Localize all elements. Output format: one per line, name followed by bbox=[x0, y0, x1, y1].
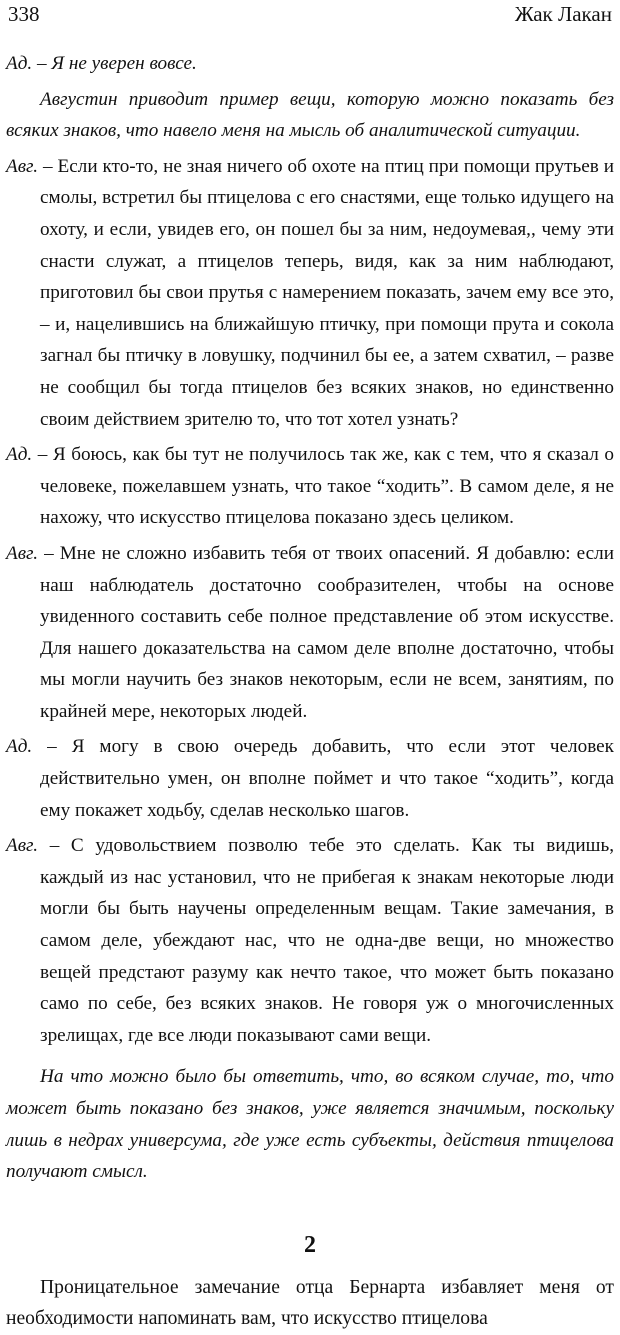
section-body bbox=[6, 1272, 614, 1335]
speaker-label: Ад. bbox=[6, 444, 33, 466]
commentary-paragraph: На что можно было бы ответить, что, во всяком случае, то, что может быть показано без знаков, уже является значимым, поскольку лишь в недрах универсума, где уже есть субъекты, действия птицелова получают смысл. bbox=[6, 1066, 614, 1183]
speaker-label: Авг. bbox=[6, 835, 39, 857]
speaker-label: Ад. bbox=[6, 736, 33, 758]
page-number: 338 bbox=[8, 2, 40, 26]
dialogue-text: – Я не уверен вовсе. bbox=[32, 53, 197, 74]
dialogue-paragraph bbox=[6, 151, 614, 435]
dialogue-paragraph bbox=[6, 731, 614, 826]
dialogue-paragraph bbox=[6, 439, 614, 534]
dialogue-text: – С удовольствием позволю тебе это сделать. Как ты видишь, каждый из нас установил, что не прибегая к знакам некоторые люди могли бы быть научены определенным вещам. Такие замечания, в самом деле, убеждают нас, что не одна-две вещи, но множество вещей предстают разуму как нечто такое, что может быть показано само по себе, без всяких знаков. Не говоря уж о многочисленных зрелищах, где все люди показывают сами вещи. bbox=[38, 835, 614, 1046]
speaker-label: Авг. bbox=[6, 155, 39, 177]
dialogue-paragraph bbox=[6, 830, 614, 1051]
running-title: Жак Лакан bbox=[514, 2, 612, 26]
dialogue-text: – Мне не сложно избавить тебя от твоих опасений. Я добавлю: если наш наблюдатель достаточно сообразителен, чтобы на основе увиденного составить себе полное представление об этом искусстве. Для нашего доказательства на самом деле вполне достаточно, чтобы мы могли научить без знаков некоторым, если не всем, занятиям, по крайней мере, некоторых людей. bbox=[38, 542, 614, 722]
speaker-label: Авг. bbox=[6, 542, 39, 564]
dialogue-paragraph bbox=[6, 48, 614, 80]
commentary-paragraph: Августин приводит пример вещи, которую можно показать без всяких знаков, что навело меня на мысль об аналитической ситуации. bbox=[6, 88, 614, 142]
dialogue-text: – Если кто-то, не зная ничего об охоте на птиц при помощи прутьев и смолы, встретил бы птицелова с его снастями, еще только идущего на охоту, и если, увидев его, он пошел бы за ним, недоумевая,, чему эти снасти служат, а птицелов теперь, видя, как за ним наблюдают, приготовил бы свои прутья с намерением показать, зачем ему все это, – и, нацелившись на ближайшую птичку, при помощи прута и сокола загнал бы птичку в ловушку, подчинил бы ее, а затем схватил, – разве не сообщил бы тогда птицелов без всяких знаков, но единственно своим действием зрителю то, что тот хотел узнать? bbox=[38, 155, 614, 430]
dialogue-text: – Я боюсь, как бы тут не получилось так же, как с тем, что я сказал о человеке, пожелавшем узнать, что такое “ходить”. В самом деле, я не нахожу, что искусство птицелова показано здесь целиком. bbox=[32, 444, 614, 529]
dialogue-text: – Я могу в свою очередь добавить, что если этот человек действительно умен, он вполне поймет и что такое “ходить”, когда ему покажет ходьбу, сделав несколько шагов. bbox=[32, 736, 614, 821]
section-paragraph: Проницательное замечание отца Бернарта избавляет меня от необходимости напоминать вам, что искусство птицелова bbox=[6, 1276, 614, 1330]
section-number: 2 bbox=[304, 1231, 316, 1258]
speaker-label: Ад. bbox=[6, 53, 33, 74]
page-body bbox=[6, 48, 614, 1335]
page-header bbox=[8, 0, 612, 32]
dialogue-paragraph bbox=[6, 538, 614, 728]
